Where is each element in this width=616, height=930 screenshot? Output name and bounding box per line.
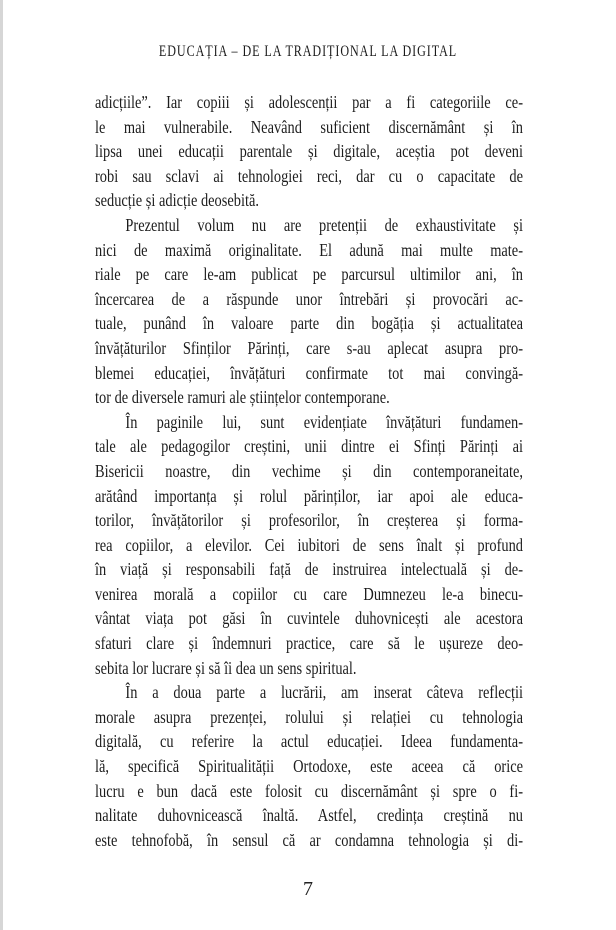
text-line: arătând importanța și rolul părinților, iar apoi ale educa-	[95, 485, 523, 506]
text-line: tor de diversele ramuri ale științelor contemporane.	[95, 387, 390, 408]
text-line: sfaturi clare și îndemnuri practice, care să le ușureze deo-	[95, 633, 523, 654]
text-line: În paginile lui, sunt evidențiate învățături fundamen-	[125, 411, 524, 432]
text-line: tuale, punând în valoare parte din bogăția și actualitatea	[95, 313, 523, 334]
page-scan-edge	[0, 0, 3, 930]
text-line: venirea morală a copiilor cu care Dumnezeu le-a binecu-	[95, 583, 523, 604]
text-line: nici de maximă originalitate. El adună mai multe mate-	[95, 239, 523, 260]
text-line: Bisericii noastre, din vechime și din contemporaneitate,	[95, 460, 523, 481]
text-line: În a doua parte a lucrării, am inserat câteva reflecții	[125, 682, 524, 703]
text-line: riale pe care le-am publicat pe parcursul ultimilor ani, în	[95, 264, 523, 285]
running-header: EDUCAȚIA – DE LA TRADIȚIONAL LA DIGITAL	[158, 43, 458, 60]
text-line: vântat viața pot găsi în cuvintele duhovnicești ale acestora	[95, 608, 523, 629]
text-line: adicțiile”. Iar copiii și adolescenții par a fi categoriile ce-	[95, 92, 523, 112]
text-line: rea copiilor, a elevilor. Cei iubitori de sens înalt și profund	[95, 534, 523, 555]
text-line: încercarea de a răspunde unor întrebări și provocări ac-	[95, 288, 523, 309]
text-line: le mai vulnerabile. Neavând suficient discernământ și în	[95, 116, 523, 137]
text-line: lă, specifică Spiritualității Ortodoxe, este aceea că orice	[95, 756, 523, 777]
text-line: învățăturilor Sfinților Părinți, care s-au aplecat asupra pro-	[95, 337, 523, 358]
text-line: Prezentul volum nu are pretenții de exhaustivitate și	[125, 214, 524, 235]
text-line: nalitate duhovnicească înaltă. Astfel, credința creștină nu	[95, 805, 523, 826]
text-line: seducție și adicție deosebită.	[95, 190, 259, 211]
text-line: lucru e bun dacă este folosit cu discernământ și spre o fi-	[95, 780, 523, 801]
text-line: torilor, învățătorilor și profesorilor, în creșterea și forma-	[95, 510, 523, 531]
text-line: digitală, cu referire la actul educației. Ideea fundamenta-	[95, 731, 523, 752]
text-line: blemei educației, învățături confirmate tot mai convingă-	[95, 362, 523, 383]
text-line: tale ale pedagogilor creștini, unii dintre ei Sfinți Părinți ai	[95, 436, 523, 457]
text-line: lipsa unei educații parentale și digitale, aceștia pot deveni	[95, 141, 523, 162]
text-line: în viață și responsabili față de instruirea intelectuală și de-	[95, 559, 523, 580]
text-line: robi sau sclavi ai tehnologiei reci, dar cu o capacitate de	[95, 165, 523, 186]
body-text	[95, 90, 523, 852]
text-line: morale asupra prezenței, rolului și relației cu tehnologia	[95, 706, 523, 727]
page-number: 7	[303, 878, 313, 900]
text-line: sebita lor lucrare și să îi dea un sens spiritual.	[95, 657, 357, 678]
text-line: este tehnofobă, în sensul că ar condamna tehnologia și di-	[95, 829, 523, 850]
